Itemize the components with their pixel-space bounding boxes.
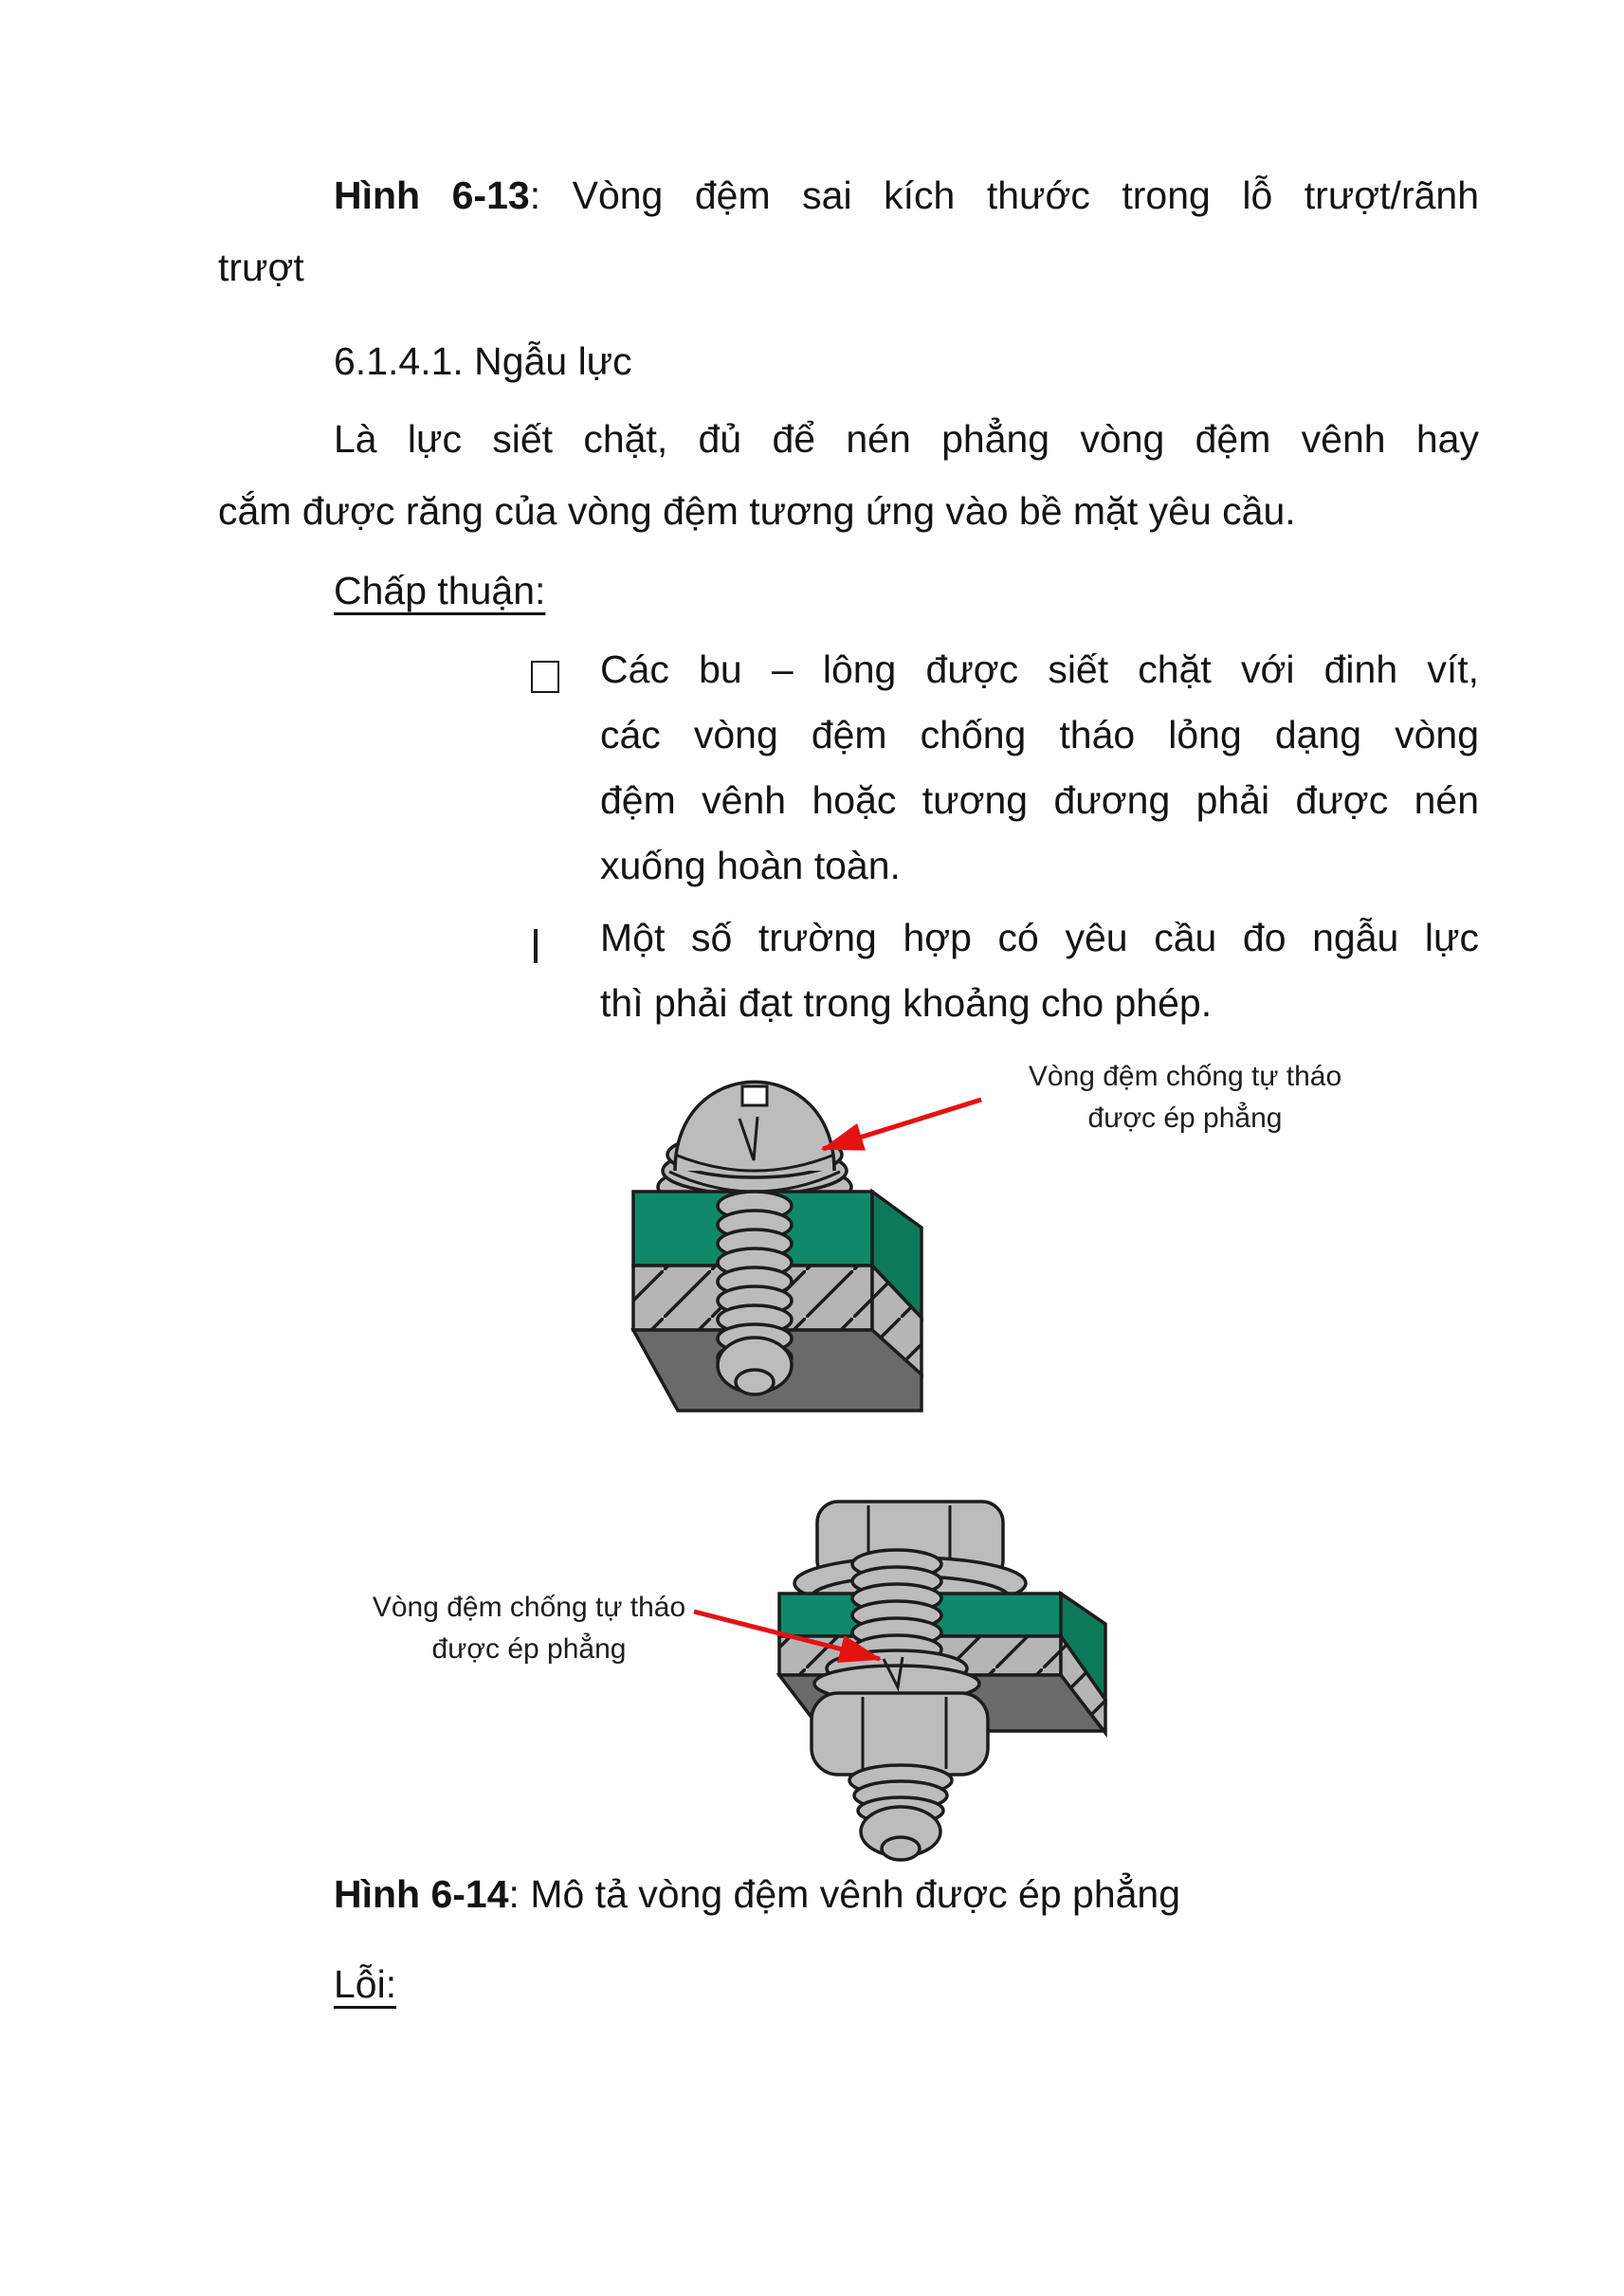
nut	[812, 1693, 988, 1775]
threaded-shank	[718, 1192, 792, 1394]
figure-caption-6-14	[218, 1858, 1479, 1930]
screw-slot	[742, 1086, 767, 1105]
figure-6-14-bottom	[284, 1479, 1138, 1915]
figure-caption-6-13-line1	[218, 159, 1479, 231]
threaded-shank	[852, 1550, 941, 1664]
figure2-label: Vòng đệm chống tự tháo được ép phẳng	[372, 1592, 686, 1665]
figure-caption-6-13	[218, 159, 1479, 303]
paragraph-1: Là lực siết chặt, đủ để nén phẳng vòng đệm vênh hay cắm được răng của vòng đệm tương ứng vào bề mặt yêu cầu.	[218, 417, 1479, 533]
bullet-box-icon	[531, 661, 559, 693]
figure2-drawing	[284, 1479, 1138, 1915]
thread-tip	[849, 1765, 952, 1860]
bullet-item-1: Các bu – lông được siết chặt với đinh vít, các vòng đệm chống tháo lỏng dạng vòng đệm vênh hoặc tương đương phải được nén xuống hoàn toàn.	[600, 647, 1479, 887]
figure-6-14-top	[569, 1043, 1422, 1469]
bullet-item-2: Một số trường hợp có yêu cầu đo ngẫu lực thì phải đạt trong khoảng cho phép.	[600, 916, 1479, 1025]
section-heading: 6.1.4.1. Ngẫu lực	[334, 339, 632, 383]
accept-heading: Chấp thuận:	[334, 569, 546, 612]
bullet-bar-icon	[534, 929, 538, 963]
callout-arrow	[823, 1100, 981, 1149]
bolt-assembly-bottom-view	[779, 1502, 1105, 1860]
figure-caption-6-14-label: Hình 6-14	[334, 1872, 509, 1916]
figure-caption-6-13-line2: trượt	[218, 246, 304, 289]
figure1-label: Vòng đệm chống tự tháo được ép phẳng	[1028, 1061, 1342, 1134]
error-heading: Lỗi:	[334, 1962, 397, 2006]
figure-caption-6-13-text: : Vòng đệm sai kích thước trong lỗ trượt/rãnh	[529, 173, 1480, 217]
figure-caption-6-14-text: : Mô tả vòng đệm vênh được ép phẳng	[508, 1872, 1181, 1916]
figure-caption-6-13-label: Hình 6-13	[334, 173, 530, 217]
